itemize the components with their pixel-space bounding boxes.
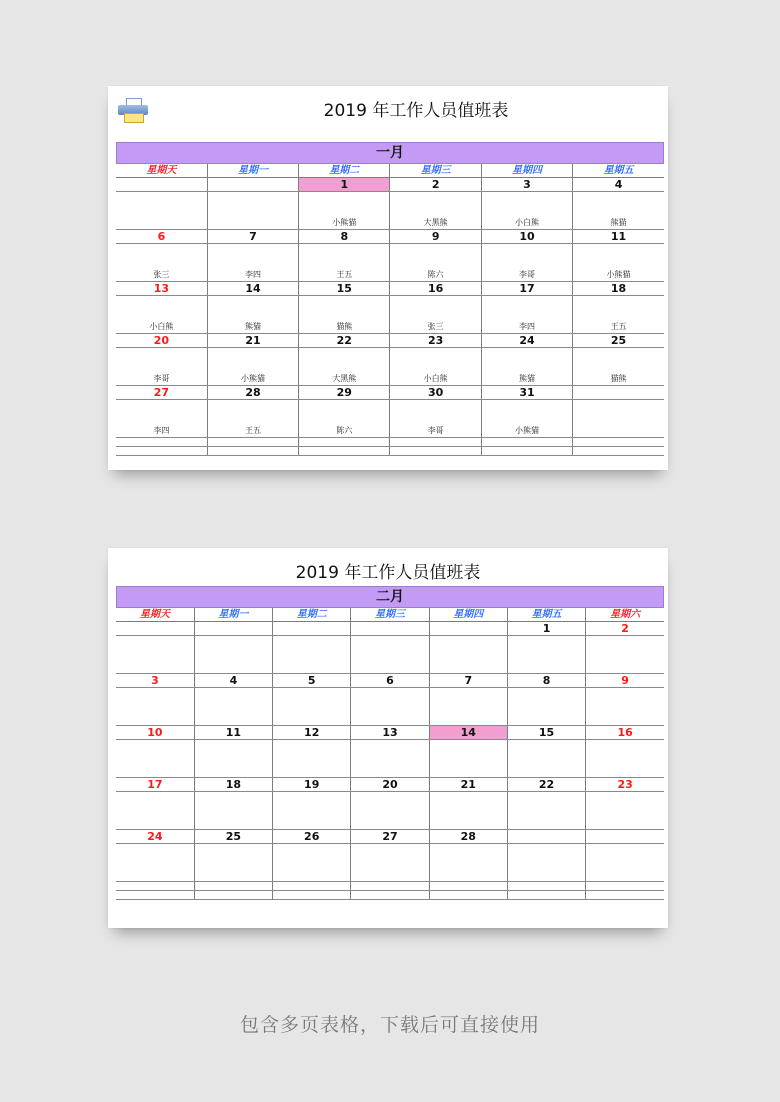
empty-cell bbox=[273, 882, 351, 891]
day-number[interactable]: 7 bbox=[207, 230, 298, 244]
duty-cell[interactable] bbox=[586, 792, 664, 830]
day-number[interactable] bbox=[116, 622, 194, 636]
duty-cell[interactable]: 小熊猫 bbox=[573, 244, 664, 282]
day-number[interactable]: 14 bbox=[429, 726, 507, 740]
empty-cell bbox=[194, 882, 272, 891]
duty-cell[interactable] bbox=[507, 636, 585, 674]
duty-cell[interactable]: 大黑熊 bbox=[299, 348, 390, 386]
duty-cell[interactable]: 王五 bbox=[207, 400, 298, 438]
day-number[interactable]: 8 bbox=[507, 674, 585, 688]
day-number[interactable]: 29 bbox=[299, 386, 390, 400]
sheet-title: 2019 年工作人员值班表 bbox=[323, 101, 509, 121]
weekday-header: 星期六 bbox=[586, 608, 664, 622]
empty-cell bbox=[116, 891, 194, 900]
day-number[interactable]: 17 bbox=[116, 778, 194, 792]
january-sheet bbox=[108, 86, 668, 470]
day-number[interactable]: 16 bbox=[586, 726, 664, 740]
day-number[interactable]: 24 bbox=[481, 334, 572, 348]
february-sheet bbox=[108, 548, 668, 928]
weekday-header: 星期二 bbox=[299, 164, 390, 178]
duty-cell[interactable]: 李四 bbox=[207, 244, 298, 282]
duty-cell[interactable]: 熊猫 bbox=[207, 296, 298, 334]
empty-cell bbox=[116, 438, 207, 447]
weekday-header: 星期二 bbox=[273, 608, 351, 622]
empty-cell bbox=[299, 438, 390, 447]
day-number[interactable] bbox=[194, 622, 272, 636]
weekday-header: 星期天 bbox=[116, 608, 194, 622]
day-number[interactable]: 9 bbox=[390, 230, 481, 244]
calendar bbox=[116, 586, 664, 900]
duty-cell[interactable] bbox=[507, 740, 585, 778]
empty-cell bbox=[351, 882, 429, 891]
duty-cell[interactable] bbox=[273, 844, 351, 882]
day-number[interactable]: 21 bbox=[207, 334, 298, 348]
duty-cell[interactable] bbox=[429, 740, 507, 778]
duty-cell[interactable] bbox=[273, 688, 351, 726]
empty-cell bbox=[116, 882, 194, 891]
day-number[interactable]: 10 bbox=[481, 230, 572, 244]
calendar bbox=[116, 142, 664, 456]
day-number[interactable]: 4 bbox=[194, 674, 272, 688]
day-number[interactable]: 10 bbox=[116, 726, 194, 740]
duty-cell[interactable] bbox=[273, 740, 351, 778]
duty-cell[interactable]: 王五 bbox=[573, 296, 664, 334]
empty-cell bbox=[207, 447, 298, 456]
day-number[interactable]: 17 bbox=[481, 282, 572, 296]
duty-cell[interactable]: 李四 bbox=[116, 400, 207, 438]
day-number[interactable]: 25 bbox=[573, 334, 664, 348]
day-number[interactable] bbox=[351, 622, 429, 636]
weekday-header: 星期五 bbox=[573, 164, 664, 178]
day-number[interactable] bbox=[586, 830, 664, 844]
empty-cell bbox=[481, 438, 572, 447]
weekday-header: 星期四 bbox=[429, 608, 507, 622]
day-number[interactable]: 20 bbox=[116, 334, 207, 348]
duty-cell[interactable]: 猫熊 bbox=[573, 348, 664, 386]
empty-cell bbox=[194, 891, 272, 900]
duty-cell[interactable]: 熊猫 bbox=[573, 192, 664, 230]
duty-cell[interactable] bbox=[351, 740, 429, 778]
weekday-header: 星期三 bbox=[351, 608, 429, 622]
duty-cell[interactable] bbox=[273, 792, 351, 830]
weekday-header: 星期四 bbox=[481, 164, 572, 178]
duty-cell[interactable] bbox=[351, 792, 429, 830]
day-number[interactable]: 23 bbox=[586, 778, 664, 792]
duty-cell[interactable] bbox=[194, 844, 272, 882]
day-number[interactable] bbox=[116, 178, 207, 192]
duty-cell[interactable] bbox=[116, 688, 194, 726]
day-number[interactable]: 3 bbox=[116, 674, 194, 688]
day-number[interactable]: 18 bbox=[194, 778, 272, 792]
duty-cell[interactable]: 李四 bbox=[481, 296, 572, 334]
duty-cell[interactable] bbox=[273, 636, 351, 674]
day-number[interactable]: 7 bbox=[429, 674, 507, 688]
day-number[interactable]: 23 bbox=[390, 334, 481, 348]
empty-cell bbox=[481, 447, 572, 456]
duty-cell[interactable] bbox=[429, 688, 507, 726]
day-number[interactable] bbox=[207, 178, 298, 192]
day-number[interactable]: 2 bbox=[390, 178, 481, 192]
duty-cell[interactable] bbox=[351, 844, 429, 882]
day-number[interactable]: 11 bbox=[573, 230, 664, 244]
duty-cell[interactable]: 小熊猫 bbox=[481, 400, 572, 438]
sheet-title: 2019 年工作人员值班表 bbox=[295, 563, 481, 583]
empty-cell bbox=[573, 447, 664, 456]
day-number[interactable]: 8 bbox=[299, 230, 390, 244]
empty-cell bbox=[429, 891, 507, 900]
day-number[interactable]: 3 bbox=[481, 178, 572, 192]
duty-cell[interactable] bbox=[116, 792, 194, 830]
duty-cell[interactable] bbox=[207, 192, 298, 230]
duty-cell[interactable]: 小熊猫 bbox=[207, 348, 298, 386]
empty-cell bbox=[273, 891, 351, 900]
day-number[interactable]: 9 bbox=[586, 674, 664, 688]
day-number[interactable]: 16 bbox=[390, 282, 481, 296]
empty-cell bbox=[390, 438, 481, 447]
empty-cell bbox=[586, 882, 664, 891]
duty-cell[interactable] bbox=[586, 688, 664, 726]
duty-cell[interactable] bbox=[429, 844, 507, 882]
duty-cell[interactable] bbox=[573, 400, 664, 438]
weekday-header: 星期三 bbox=[390, 164, 481, 178]
duty-cell[interactable]: 小白熊 bbox=[116, 296, 207, 334]
duty-cell[interactable]: 李哥 bbox=[390, 400, 481, 438]
duty-cell[interactable]: 熊猫 bbox=[481, 348, 572, 386]
duty-cell[interactable]: 小白熊 bbox=[390, 348, 481, 386]
day-number[interactable] bbox=[573, 386, 664, 400]
day-number[interactable]: 25 bbox=[194, 830, 272, 844]
empty-cell bbox=[586, 891, 664, 900]
month-header: 一月 bbox=[116, 142, 664, 164]
duty-cell[interactable]: 陈六 bbox=[390, 244, 481, 282]
duty-cell[interactable] bbox=[507, 688, 585, 726]
duty-cell[interactable]: 陈六 bbox=[299, 400, 390, 438]
calendar-grid bbox=[116, 164, 664, 456]
day-number[interactable]: 30 bbox=[390, 386, 481, 400]
day-number[interactable]: 14 bbox=[207, 282, 298, 296]
duty-cell[interactable] bbox=[116, 192, 207, 230]
duty-cell[interactable] bbox=[586, 844, 664, 882]
duty-cell[interactable]: 大黑熊 bbox=[390, 192, 481, 230]
month-header: 二月 bbox=[116, 586, 664, 608]
day-number[interactable]: 18 bbox=[573, 282, 664, 296]
empty-cell bbox=[573, 438, 664, 447]
page-caption: 包含多页表格，下载后可直接使用 bbox=[239, 1014, 540, 1036]
duty-cell[interactable]: 李哥 bbox=[481, 244, 572, 282]
day-number[interactable]: 1 bbox=[507, 622, 585, 636]
empty-cell bbox=[507, 882, 585, 891]
empty-cell bbox=[390, 447, 481, 456]
empty-cell bbox=[351, 891, 429, 900]
day-number[interactable]: 15 bbox=[507, 726, 585, 740]
day-number[interactable]: 13 bbox=[351, 726, 429, 740]
day-number[interactable] bbox=[507, 830, 585, 844]
day-number[interactable]: 27 bbox=[116, 386, 207, 400]
duty-cell[interactable] bbox=[116, 844, 194, 882]
duty-cell[interactable]: 小白熊 bbox=[481, 192, 572, 230]
weekday-header: 星期五 bbox=[507, 608, 585, 622]
day-number[interactable]: 2 bbox=[586, 622, 664, 636]
duty-cell[interactable] bbox=[586, 636, 664, 674]
day-number[interactable]: 31 bbox=[481, 386, 572, 400]
day-number[interactable]: 6 bbox=[351, 674, 429, 688]
duty-cell[interactable] bbox=[194, 636, 272, 674]
day-number[interactable]: 5 bbox=[273, 674, 351, 688]
day-number[interactable]: 22 bbox=[507, 778, 585, 792]
empty-cell bbox=[207, 438, 298, 447]
empty-cell bbox=[116, 447, 207, 456]
empty-cell bbox=[507, 891, 585, 900]
day-number[interactable]: 15 bbox=[299, 282, 390, 296]
empty-cell bbox=[299, 447, 390, 456]
weekday-header: 星期天 bbox=[116, 164, 207, 178]
day-number[interactable]: 27 bbox=[351, 830, 429, 844]
duty-cell[interactable] bbox=[194, 688, 272, 726]
day-number[interactable]: 1 bbox=[299, 178, 390, 192]
duty-cell[interactable] bbox=[429, 636, 507, 674]
duty-cell[interactable]: 张三 bbox=[116, 244, 207, 282]
day-number[interactable]: 13 bbox=[116, 282, 207, 296]
duty-cell[interactable] bbox=[586, 740, 664, 778]
day-number[interactable] bbox=[273, 622, 351, 636]
duty-cell[interactable] bbox=[351, 688, 429, 726]
day-number[interactable]: 11 bbox=[194, 726, 272, 740]
duty-cell[interactable]: 李哥 bbox=[116, 348, 207, 386]
day-number[interactable]: 22 bbox=[299, 334, 390, 348]
duty-cell[interactable] bbox=[507, 792, 585, 830]
day-number[interactable]: 26 bbox=[273, 830, 351, 844]
duty-cell[interactable] bbox=[351, 636, 429, 674]
duty-cell[interactable] bbox=[194, 792, 272, 830]
weekday-header: 星期一 bbox=[207, 164, 298, 178]
duty-cell[interactable] bbox=[116, 740, 194, 778]
day-number[interactable]: 12 bbox=[273, 726, 351, 740]
day-number[interactable]: 21 bbox=[429, 778, 507, 792]
duty-cell[interactable]: 猫熊 bbox=[299, 296, 390, 334]
duty-cell[interactable] bbox=[507, 844, 585, 882]
calendar-grid bbox=[116, 608, 664, 900]
weekday-header: 星期一 bbox=[194, 608, 272, 622]
duty-cell[interactable] bbox=[194, 740, 272, 778]
day-number[interactable]: 24 bbox=[116, 830, 194, 844]
empty-cell bbox=[429, 882, 507, 891]
day-number[interactable]: 28 bbox=[207, 386, 298, 400]
duty-cell[interactable] bbox=[429, 792, 507, 830]
duty-cell[interactable] bbox=[116, 636, 194, 674]
day-number[interactable]: 20 bbox=[351, 778, 429, 792]
day-number[interactable]: 28 bbox=[429, 830, 507, 844]
duty-cell[interactable]: 小熊猫 bbox=[299, 192, 390, 230]
day-number[interactable]: 19 bbox=[273, 778, 351, 792]
duty-cell[interactable]: 张三 bbox=[390, 296, 481, 334]
day-number[interactable] bbox=[429, 622, 507, 636]
day-number[interactable]: 4 bbox=[573, 178, 664, 192]
day-number[interactable]: 6 bbox=[116, 230, 207, 244]
duty-cell[interactable]: 王五 bbox=[299, 244, 390, 282]
